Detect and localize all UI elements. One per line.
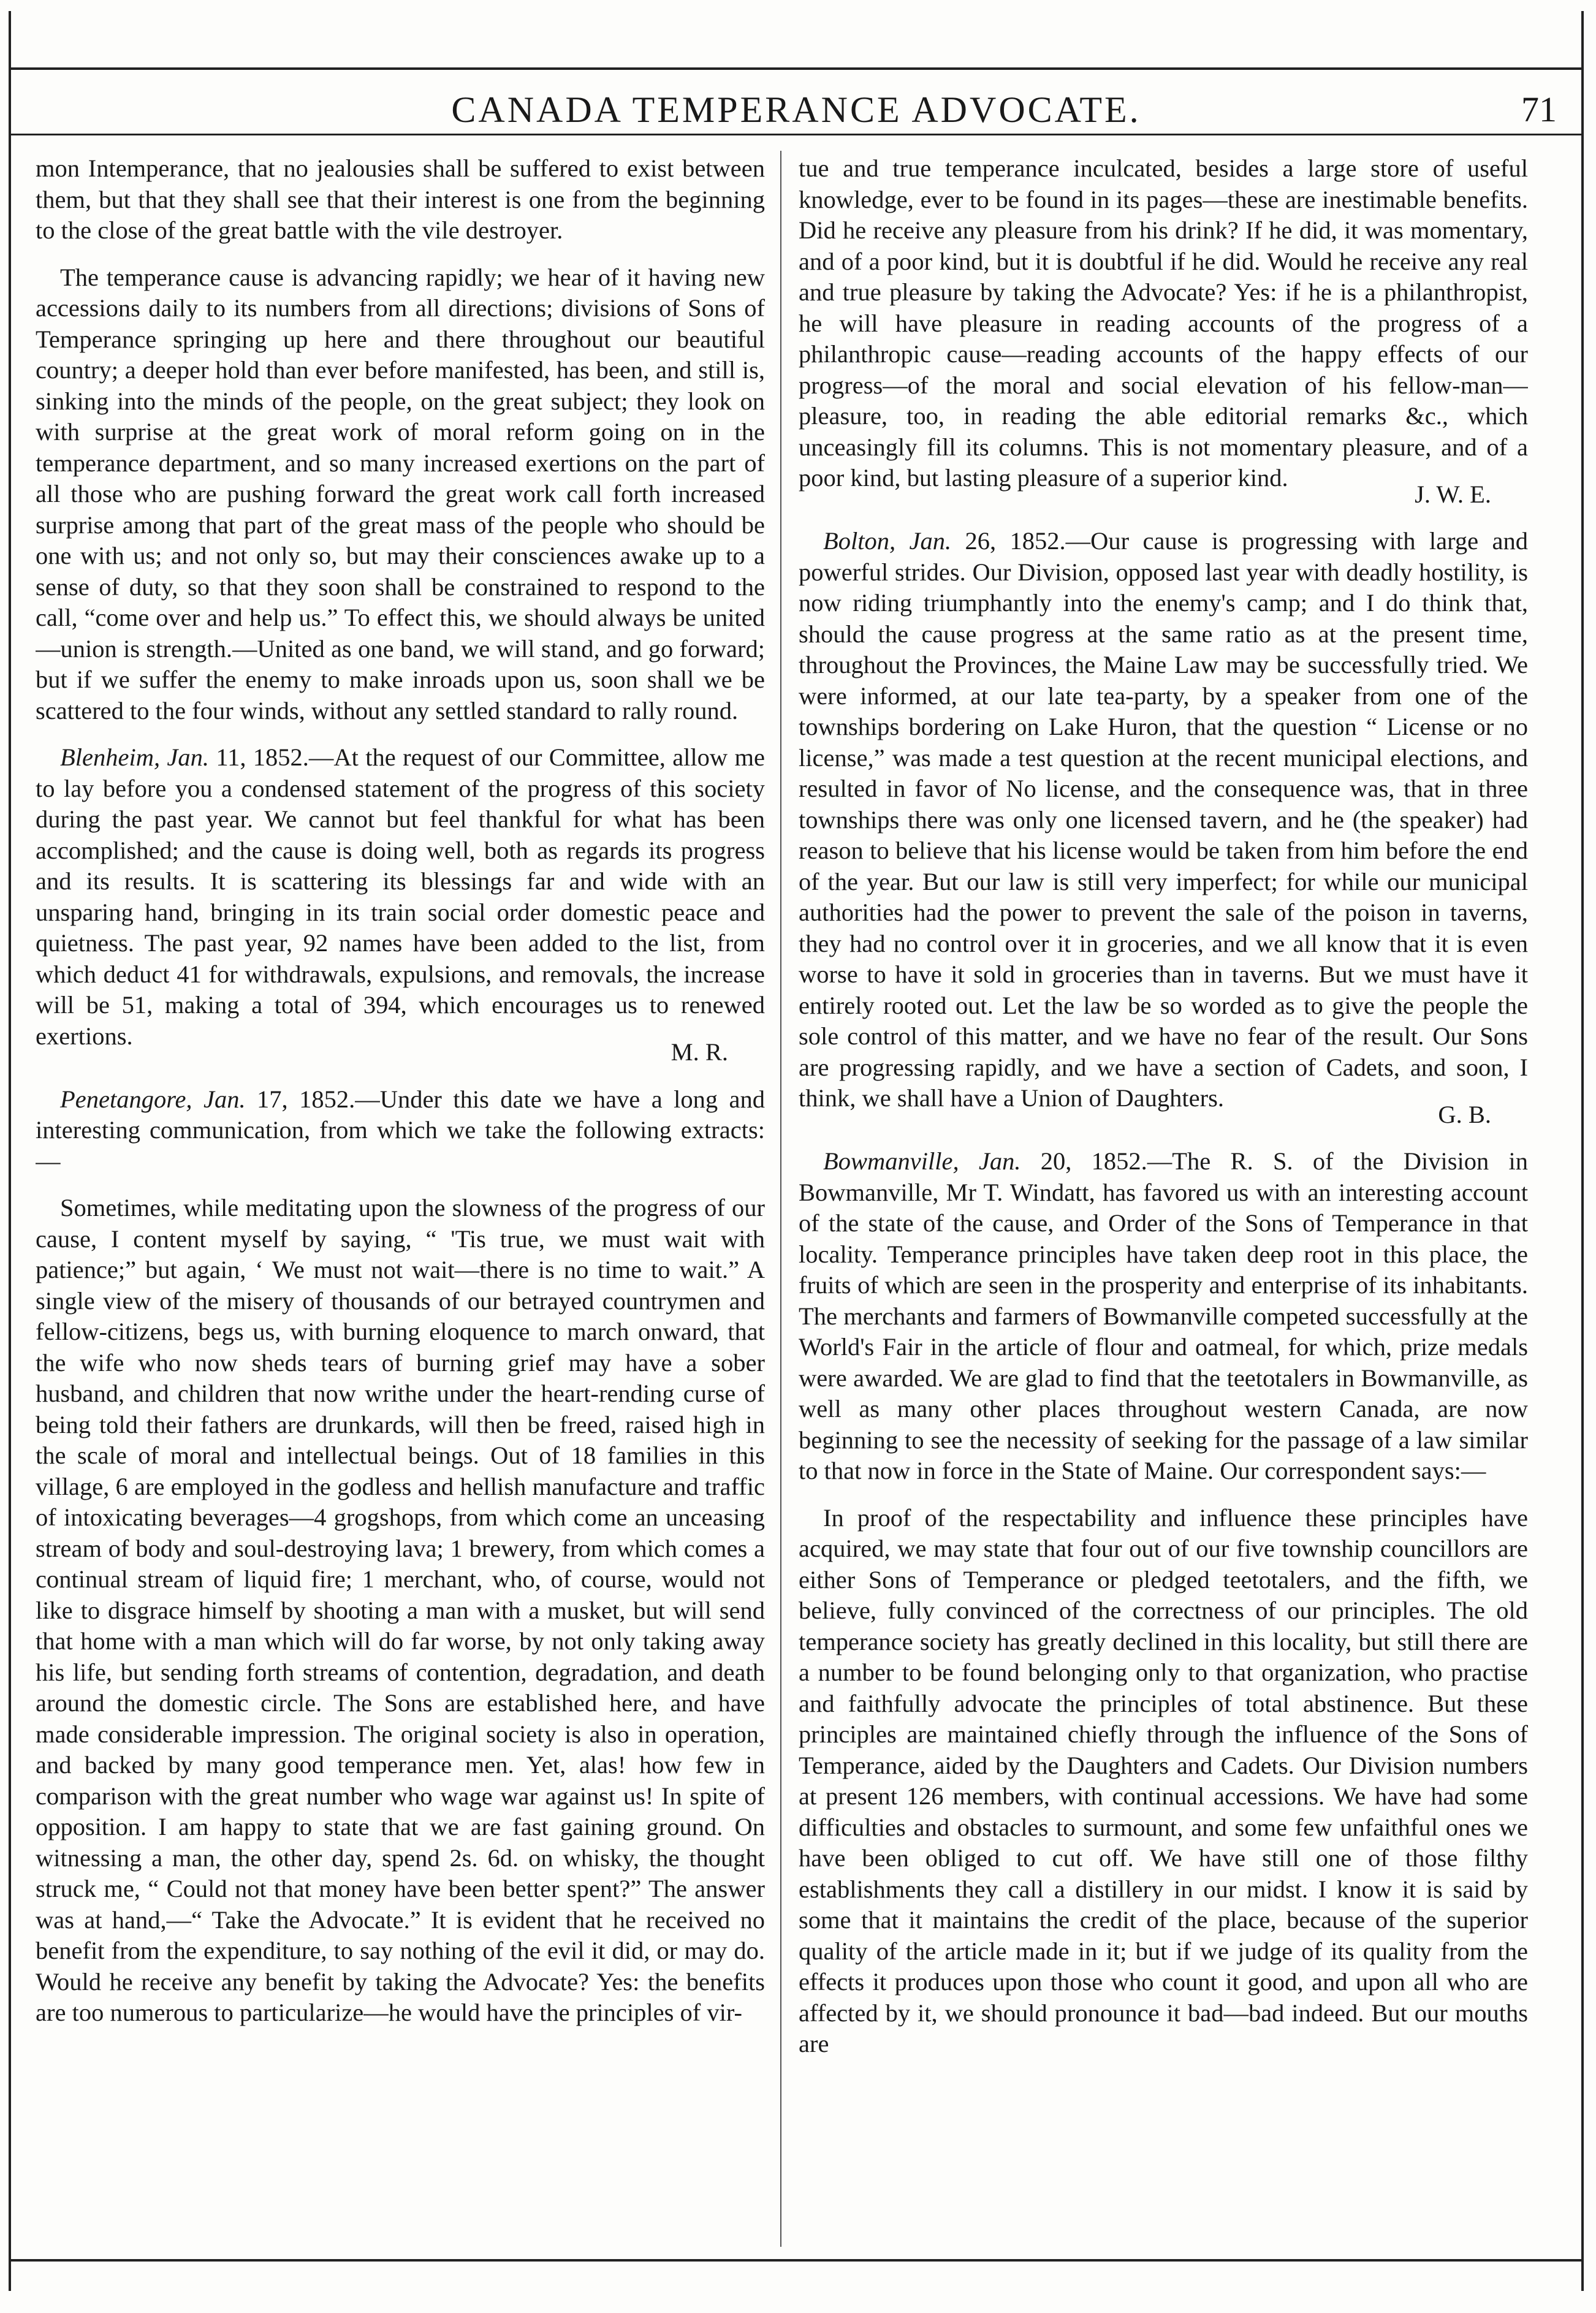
right-column [799, 153, 1528, 2243]
bowmanville-report [799, 1146, 1528, 1487]
dateline-place: Blenheim, Jan. [60, 743, 210, 771]
page-number: 71 [1521, 89, 1557, 129]
dateline-place: Penetangore, Jan. [60, 1085, 246, 1113]
article-paragraph: In proof of the respectability and influence these principles have acquired, we may state that four out of our five township councillors are either Sons of Temperance or pledged teetotalers, and the fifth, we believe, fully convinced of the correctness of our principles. The old temperance society has greatly declined in this locality, but still there are a number to be found belonging only to that organization, who practise and faithfully advocate the principles of total abstinence. But these principles are maintained chiefly through the influence of the Sons of Temperance, aided by the Daughters and Cadets. Our Division numbers at present 126 members, with continual accessions. We have had some difficulties and obstacles to surmount, and some few unfaithful ones we have been obliged to cut off. We have still one of those filthy establishments they call a distillery in our midst. I know it is said by some that it maintains the credit of the place, because of the superior quality of the article made in it; but if we judge of its quality from the effects it produces upon those who count it good, and upon all who are affected by it, we should pronounce it bad—bad indeed. But our mouths are [799, 1503, 1528, 2057]
dateline-place: Bowmanville, Jan. [823, 1147, 1021, 1175]
report-text: 17, 1852.—Under this date we have a long and interesting communication, from which we take the following extracts:— [36, 1085, 765, 1175]
article-continuation: mon Intemperance, that no jealousies shall be suffered to exist between them, but that they shall see that their interest is one from the beginning to the close of the great battle with the vile destroyer. [36, 154, 765, 244]
report-text: 11, 1852.—At the request of our Committee, allow me to lay before you a condensed statement of the progress of this society during the past year. We cannot but feel thankful for what has been accomplished; and the cause is doing well, both as regards its progress and its results. It is scattering its blessings far and wide with an unsparing hand, bringing in its train social order domestic peace and quietness. The past year, 92 names have been added to the list, from which deduct 41 for withdrawals, expulsions, and removals, the increase will be 51, making a total of 394, which encourages us to renewed exertions. [36, 743, 765, 1050]
report-text: 20, 1852.—The R. S. of the Division in Bowmanville, Mr T. Windatt, has favored us with an interesting account of the state of the cause, and Order of the Sons of Temperance in that locality. Temperance principles have taken deep root in this place, the fruits of which are seen in the prosperity and enterprise of its inhabitants. The merchants and farmers of Bowmanville competed successfully at the World's Fair in the article of flour and oatmeal, for which, prize medals were awarded. We are glad to find that the teetotalers in Bowmanville, as well as many other places throughout western Canada, are now beginning to see the necessity of seeking for the passage of a law similar to that now in force in the State of Maine. Our correspondent says:— [799, 1147, 1528, 1484]
article-continuation: tue and true temperance inculcated, besides a large store of useful knowledge, ever to be found in its pages—these are inestimable benefits. Did he receive any pleasure from his drink? If he did, it was momentary, and of a poor kind, but it is doubtful if he did. Would he receive any real and true pleasure by taking the Advocate? Yes: if he is a philanthropist, he will have pleasure in reading accounts of the progress of a philanthropic cause—reading accounts of the happy effects of our progress—of the moral and social elevation of his fellow-man—pleasure, too, in reading the able editorial remarks &c., which unceasingly fill its columns. This is not momentary pleasure, and of a poor kind, but lasting pleasure of a superior kind. [799, 154, 1528, 492]
left-column [36, 153, 765, 2243]
report-text: 26, 1852.—Our cause is progressing with large and powerful strides. Our Division, opposed last year with deadly hostility, is now riding triumphantly into the enemy's camp; and I do think that, should the cause progress at the same ratio as at the present time, throughout the Provinces, the Maine Law may be successfully tried. We were informed, at our late tea-party, by a speaker from one of the townships bordering on Lake Huron, that the question “ License or no license,” was made a test question at the recent municipal elections, and resulted in favor of No license, and the consequence was, that in three townships there was only one licensed tavern, and he (the speaker) had reason to believe that his license would be taken from him before the end of the year. But our law is still very imperfect; for while our municipal authorities had the power to prevent the sale of the poison in taverns, they had no control over it in groceries, and we all know that it is even worse to have it sold in groceries than in taverns. But we must have it entirely rooted out. Let the law be so worded as to give the people the sole control of this matter, and we have no fear of the result. Our Sons are progressing rapidly, and we have a section of Cadets, and soon, I think, we shall have a Union of Daughters. [799, 527, 1528, 1112]
extract-paragraph: Sometimes, while meditating upon the slowness of the progress of our cause, I content myself by saying, “ 'Tis true, we must wait with patience;” but again, ‘ We must not wait—there is no time to wait.” A single view of the misery of thousands of our betrayed countrymen and fellow-citizens, begs us, with burning eloquence to march onward, that the wife who now sheds tears of burning grief may have a sober husband, and children that now writhe under the heart-rending curse of being told their fathers are drunkards, will then be freed, raised high in the scale of moral and intellectual beings. Out of 18 families in this village, 6 are employed in the godless and hellish manufacture and traffic of intoxicating beverages—4 grogshops, from which come an unceasing stream of body and soul-destroying lava; 1 brewery, from which comes a continual stream of liquid fire; 1 merchant, who, of course, would not like to disgrace himself by shooting a man with a musket, but will send that home with a man which will do far worse, by not only taking away his life, but sending forth streams of contention, degradation, and death around the domestic circle. The Sons are established here, and have made considerable impression. The original society is also in operation, and backed by many good temperance men. Yet, alas! how few in comparison with the great number who wage war against us! In spite of opposition. I am happy to state that we are fast gaining ground. On witnessing a man, the other day, spend 2s. 6d. on whisky, the thought struck me, “ Could not that money have been better spent?” The answer was at hand,—“ Take the Advocate.” It is evident that he received no benefit from the expenditure, to say nothing of the evil it did, or may do. Would he receive any benefit by taking the Advocate? Yes: the benefits are too numerous to particularize—he would have the principles of vir- [36, 1194, 765, 2026]
signature: M. R. [671, 1038, 728, 1066]
penetangore-report [36, 1084, 765, 1177]
newspaper-page [9, 11, 1584, 2291]
footer-rule [11, 2259, 1581, 2262]
page-title: CANADA TEMPERANCE ADVOCATE. [451, 89, 1141, 130]
blenheim-report [36, 742, 765, 1052]
signature: J. W. E. [1415, 480, 1491, 508]
dateline-place: Bolton, Jan. [823, 527, 952, 555]
signature: G. B. [1438, 1100, 1491, 1128]
header-top-rule [11, 67, 1581, 70]
article-paragraph: The temperance cause is advancing rapidly; we hear of it having new accessions daily to its numbers from all directions; divisions of Sons of Temperance springing up here and there throughout our beautiful country; a deeper hold than ever before manifested, has been, and still is, sinking into the minds of the people, on the great subject; they look on with surprise at the great work of moral reform going on in the temperance department, and so many increased exertions on the part of all those who are pushing forward the great work call forth increased surprise among that part of the great mass of the people who should be one with us; and not only so, but may their consciences awake up to a sense of duty, so that they soon shall be constrained to respond to the call, “come over and help us.” To effect this, we should always be united—union is strength.—United as one band, we will stand, and go forward; but if we suffer the enemy to make inroads upon us, soon shall we be scattered to the four winds, without any settled standard to rally round. [36, 263, 765, 724]
column-divider [780, 151, 781, 2247]
bolton-report [799, 526, 1528, 1114]
header-bottom-rule [11, 134, 1581, 135]
